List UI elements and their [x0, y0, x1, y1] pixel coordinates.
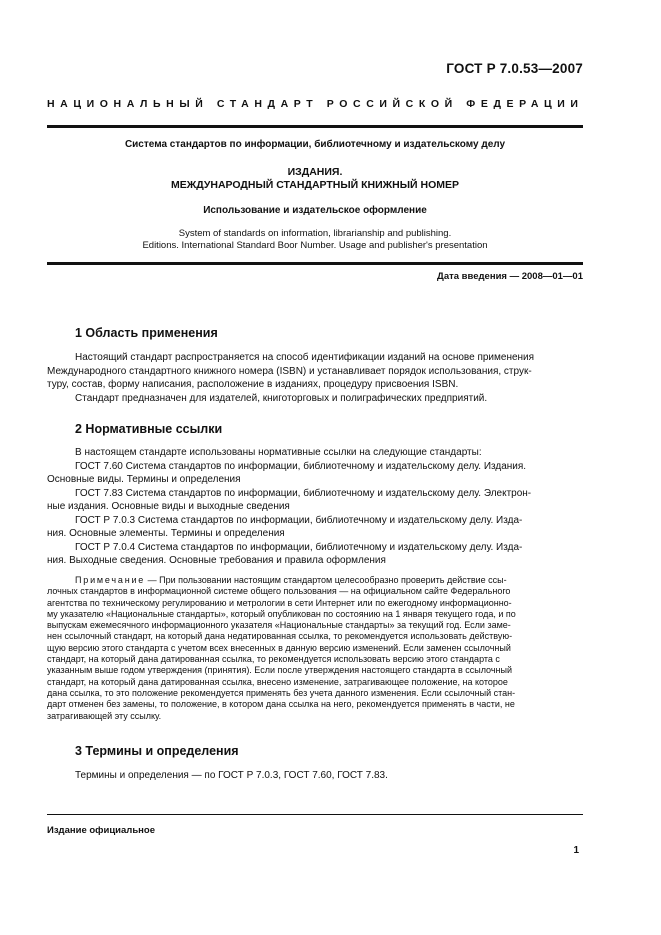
top-rule	[47, 125, 583, 128]
section1-line: Настоящий стандарт распространяется на способ идентификации изданий на основе применения	[75, 352, 535, 363]
section1-line: Международного стандартного книжного номера (ISBN) и устанавливает порядок использования, струк-	[47, 365, 532, 377]
section3-line: Термины и определения — по ГОСТ Р 7.0.3, ГОСТ 7.60, ГОСТ 7.83.	[75, 770, 388, 781]
document-title-line2: МЕЖДУНАРОДНЫЙ СТАНДАРТНЫЙ КНИЖНЫЙ НОМЕР	[170, 179, 459, 191]
section1-line: туру, состав, форму написания, расположение в изданиях, процедуру присвоения ISBN.	[47, 379, 459, 390]
note-line: агентства по техническому регулированию и метрологии в сети Интернет или по ежегодному информационно-	[47, 597, 512, 608]
section3-heading: 3 Термины и определения	[75, 744, 239, 758]
title-bottom-rule	[47, 262, 583, 265]
note-line: щую версию этого стандарта с учетом всех внесенных в данную версию изменений. Если заменен ссылочный	[47, 642, 511, 653]
section2-line: ния. Основные элементы. Термины и определения	[47, 528, 285, 539]
note-line: стандарт, на который дана датированная ссылка, внесено изменение, затрагивающее положение, на которое	[47, 676, 508, 687]
section2-line: ные издания. Основные виды и выходные сведения	[47, 501, 290, 512]
section1-body	[47, 351, 583, 405]
section2-body	[47, 446, 583, 568]
note-line: выпускам ежемесячного информационного указателя «Национальные стандарты» за текущий год. Если заме-	[47, 620, 511, 631]
official-edition-label: Издание официальное	[47, 825, 155, 836]
note-line: му указателю «Национальные стандарты», который опубликован по состоянию на 1 января текущего года, и по	[47, 608, 516, 619]
english-title-line2: Editions. International Standard Boor Number. Usage and publisher's presentation	[142, 240, 488, 251]
note-block	[47, 575, 583, 722]
note-first-text: — При пользовании настоящим стандартом целесообразно проверить действие ссы-	[145, 575, 507, 585]
section2-line: ГОСТ Р 7.0.3 Система стандартов по информации, библиотечному и издательскому делу. Изда-	[75, 514, 523, 526]
note-line: дарт отменен без замены, то положение, в котором дана ссылка на него, рекомендуется применять в части, не	[47, 699, 515, 710]
section1-heading: 1 Область применения	[75, 326, 218, 340]
section1-line: Стандарт предназначен для издателей, книготорговых и полиграфических предприятий.	[75, 392, 488, 404]
note-label: Примечание	[75, 575, 146, 585]
note-line: стандарт, на который дана датированная ссылка, то рекомендуется использовать версию этого стандарта с	[47, 654, 500, 665]
note-line: лочных стандартов в информационной системе общего пользования — на официальном сайте Федерального	[47, 586, 511, 597]
section2-line: В настоящем стандарте использованы нормативные ссылки на следующие стандарты:	[75, 447, 482, 458]
section2-line: ния. Выходные сведения. Основные требования и правила оформления	[47, 555, 386, 566]
section2-line: ГОСТ 7.83 Система стандартов по информации, библиотечному и издательскому делу. Электрон-	[75, 487, 532, 499]
note-first-line	[47, 575, 583, 586]
section3-body	[47, 769, 583, 783]
section2-heading: 2 Нормативные ссылки	[75, 422, 223, 436]
section2-line: Основные виды. Термины и определения	[47, 474, 241, 485]
standard-designation: ГОСТ Р 7.0.53—2007	[446, 61, 583, 76]
section2-line: ГОСТ 7.60 Система стандартов по информации, библиотечному и издательскому делу. Издания.	[75, 460, 527, 472]
note-line: дана ссылка, то это положение рекомендуется применять без учета данного изменения. Если ссылочный стан-	[47, 687, 516, 698]
section2-line: ГОСТ Р 7.0.4 Система стандартов по информации, библиотечному и издательскому делу. Изда-	[75, 541, 523, 553]
note-line: указанным выше годом утверждения (принятия). Если после утверждения настоящего стандарта в ссылочный	[47, 665, 513, 676]
note-line: нен ссылочный стандарт, на который дана недатированная ссылка, то рекомендуется использовать действую-	[47, 631, 513, 642]
national-standard-heading: НАЦИОНАЛЬНЫЙ СТАНДАРТ РОССИЙСКОЙ ФЕДЕРАЦИИ	[47, 98, 584, 110]
document-subtitle: Использование и издательское оформление	[203, 205, 427, 216]
series-title: Система стандартов по информации, библиотечному и издательскому делу	[124, 139, 506, 150]
footer-rule	[47, 814, 583, 815]
document-title-line1: ИЗДАНИЯ.	[287, 166, 343, 178]
effective-date: Дата введения — 2008—01—01	[437, 271, 583, 282]
note-line: затрагивающей эту ссылку.	[47, 710, 162, 721]
page-number: 1	[573, 845, 579, 856]
english-title-line1: System of standards on information, librarianship and publishing.	[178, 228, 452, 239]
